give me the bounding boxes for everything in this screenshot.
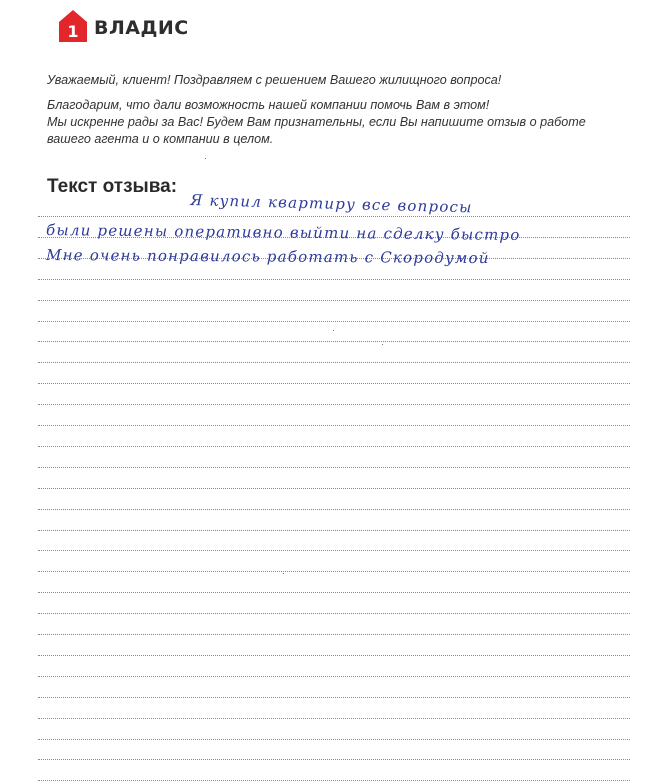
ruled-line <box>38 446 630 447</box>
ruled-line <box>38 341 630 342</box>
ruled-lines-area <box>38 198 630 764</box>
ruled-line <box>38 404 630 405</box>
scan-speck <box>205 158 206 159</box>
ruled-line <box>38 655 630 656</box>
greeting-text: Уважаемый, клиент! Поздравляем с решением Вашего жилищного вопроса! <box>47 73 502 87</box>
ruled-line <box>38 676 630 677</box>
ruled-line <box>38 362 630 363</box>
intro-text <box>47 72 637 148</box>
ruled-line <box>38 509 630 510</box>
ruled-line <box>38 697 630 698</box>
brand-name: ВЛАДИС <box>94 16 189 39</box>
ruled-line <box>38 383 630 384</box>
badge-digit: 1 <box>67 22 79 41</box>
thanks-line-3: вашего агента и о компании в целом. <box>47 132 274 146</box>
thanks-line-2: Мы искренне рады за Вас! Будем Вам признательны, если Вы напишите отзыв о работе <box>47 115 586 129</box>
scan-speck <box>382 344 383 345</box>
ruled-line <box>38 571 630 572</box>
house-badge-icon <box>58 9 88 43</box>
review-title: Текст отзыва: <box>47 176 178 197</box>
ruled-line <box>38 467 630 468</box>
ruled-line <box>38 613 630 614</box>
handwritten-line-3: Мне очень понравилось работать с Скородумой <box>46 246 490 268</box>
ruled-line <box>38 634 630 635</box>
ruled-line <box>38 739 630 740</box>
ruled-line <box>38 592 630 593</box>
thanks-line-1: Благодарим, что дали возможность нашей компании помочь Вам в этом! <box>47 98 490 112</box>
ruled-line <box>38 321 630 322</box>
ruled-line <box>38 425 630 426</box>
ruled-line <box>38 759 630 760</box>
ruled-line <box>38 300 630 301</box>
ruled-line <box>38 488 630 489</box>
handwritten-line-1: Я купил квартиру все вопросы <box>190 191 473 217</box>
scan-speck <box>283 573 284 574</box>
ruled-line <box>38 216 630 217</box>
ruled-line <box>38 718 630 719</box>
ruled-line <box>38 550 630 551</box>
brand-logo <box>58 9 189 43</box>
scan-speck <box>333 330 334 331</box>
ruled-line <box>38 279 630 280</box>
ruled-line <box>38 530 630 531</box>
handwritten-line-2: были решены оперативно выйти на сделку быстро <box>46 221 521 244</box>
